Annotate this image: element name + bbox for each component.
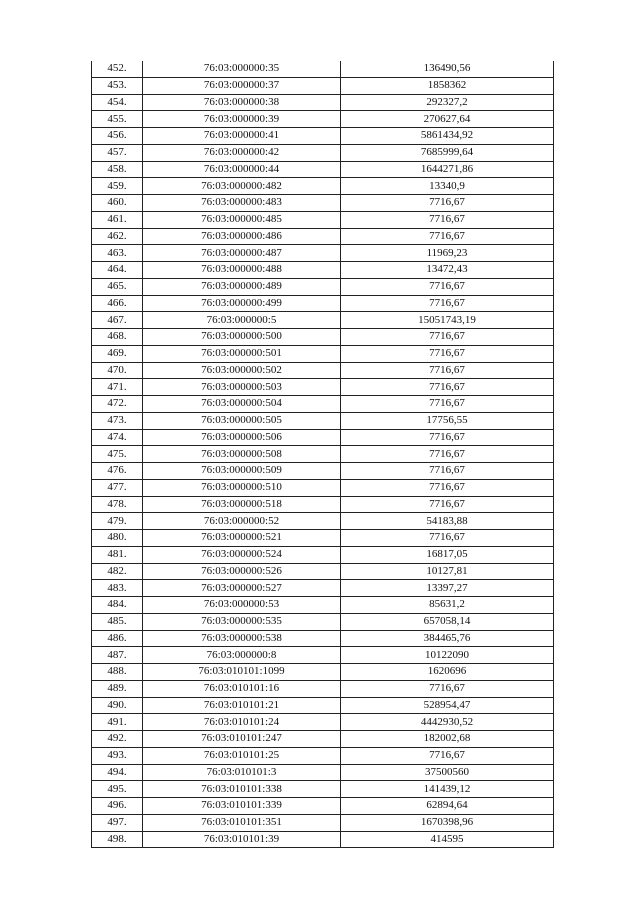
cadastral-value-cell: 4442930,52	[341, 714, 554, 731]
cadastral-value-cell: 7716,67	[341, 429, 554, 446]
cadastral-number-cell: 76:03:010101:338	[143, 781, 341, 798]
cadastral-value-cell: 62894,64	[341, 798, 554, 815]
cadastral-number-cell: 76:03:010101:16	[143, 680, 341, 697]
table-row	[92, 245, 554, 262]
cadastral-value-cell: 270627,64	[341, 111, 554, 128]
cadastral-value-cell: 10122090	[341, 647, 554, 664]
cadastral-number-cell: 76:03:000000:39	[143, 111, 341, 128]
cadastral-value-cell: 292327,2	[341, 94, 554, 111]
cadastral-number-cell: 76:03:000000:53	[143, 597, 341, 614]
cadastral-number-cell: 76:03:000000:42	[143, 144, 341, 161]
cadastral-value-cell: 7716,67	[341, 345, 554, 362]
row-number-cell: 474.	[92, 429, 143, 446]
cadastral-value-cell: 13397,27	[341, 580, 554, 597]
row-number-cell: 483.	[92, 580, 143, 597]
table-row	[92, 597, 554, 614]
cadastral-number-cell: 76:03:000000:35	[143, 61, 341, 77]
table-row	[92, 278, 554, 295]
cadastral-number-cell: 76:03:000000:487	[143, 245, 341, 262]
cadastral-number-cell: 76:03:000000:38	[143, 94, 341, 111]
cadastral-value-cell: 7716,67	[341, 195, 554, 212]
cadastral-value-cell: 17756,55	[341, 412, 554, 429]
cadastral-number-cell: 76:03:000000:482	[143, 178, 341, 195]
cadastral-value-cell: 5861434,92	[341, 128, 554, 145]
cadastral-value-cell: 1670398,96	[341, 814, 554, 831]
row-number-cell: 495.	[92, 781, 143, 798]
table-row	[92, 781, 554, 798]
table-row	[92, 463, 554, 480]
cadastral-value-cell: 7716,67	[341, 680, 554, 697]
table-row	[92, 128, 554, 145]
row-number-cell: 485.	[92, 613, 143, 630]
cadastral-value-cell: 528954,47	[341, 697, 554, 714]
table-body	[92, 61, 554, 848]
row-number-cell: 452.	[92, 61, 143, 77]
row-number-cell: 465.	[92, 278, 143, 295]
table-row	[92, 764, 554, 781]
row-number-cell: 466.	[92, 295, 143, 312]
table-row	[92, 446, 554, 463]
table-row	[92, 798, 554, 815]
row-number-cell: 498.	[92, 831, 143, 848]
row-number-cell: 479.	[92, 513, 143, 530]
cadastral-number-cell: 76:03:000000:486	[143, 228, 341, 245]
table-row	[92, 379, 554, 396]
row-number-cell: 470.	[92, 362, 143, 379]
cadastral-number-cell: 76:03:000000:501	[143, 345, 341, 362]
table-row	[92, 731, 554, 748]
cadastral-value-cell: 1620696	[341, 664, 554, 681]
table-row	[92, 647, 554, 664]
cadastral-number-cell: 76:03:000000:485	[143, 211, 341, 228]
row-number-cell: 454.	[92, 94, 143, 111]
row-number-cell: 453.	[92, 77, 143, 94]
row-number-cell: 455.	[92, 111, 143, 128]
table-row	[92, 396, 554, 413]
table-row	[92, 195, 554, 212]
cadastral-value-cell: 7716,67	[341, 329, 554, 346]
table-row	[92, 831, 554, 848]
row-number-cell: 459.	[92, 178, 143, 195]
cadastral-number-cell: 76:03:000000:505	[143, 412, 341, 429]
row-number-cell: 456.	[92, 128, 143, 145]
table-row	[92, 262, 554, 279]
cadastral-number-cell: 76:03:010101:24	[143, 714, 341, 731]
row-number-cell: 467.	[92, 312, 143, 329]
table-row	[92, 496, 554, 513]
cadastral-number-cell: 76:03:010101:25	[143, 747, 341, 764]
cadastral-number-cell: 76:03:010101:39	[143, 831, 341, 848]
cadastral-value-table	[91, 61, 554, 848]
table-row	[92, 580, 554, 597]
row-number-cell: 475.	[92, 446, 143, 463]
cadastral-value-cell: 7685999,64	[341, 144, 554, 161]
row-number-cell: 494.	[92, 764, 143, 781]
table-row	[92, 513, 554, 530]
row-number-cell: 468.	[92, 329, 143, 346]
row-number-cell: 478.	[92, 496, 143, 513]
cadastral-value-cell: 13472,43	[341, 262, 554, 279]
cadastral-value-cell: 54183,88	[341, 513, 554, 530]
row-number-cell: 480.	[92, 530, 143, 547]
cadastral-value-cell: 37500560	[341, 764, 554, 781]
table-row	[92, 613, 554, 630]
cadastral-number-cell: 76:03:000000:500	[143, 329, 341, 346]
cadastral-value-cell: 7716,67	[341, 496, 554, 513]
cadastral-value-cell: 7716,67	[341, 379, 554, 396]
cadastral-number-cell: 76:03:010101:21	[143, 697, 341, 714]
table-row	[92, 144, 554, 161]
row-number-cell: 497.	[92, 814, 143, 831]
cadastral-value-cell: 7716,67	[341, 295, 554, 312]
row-number-cell: 469.	[92, 345, 143, 362]
row-number-cell: 488.	[92, 664, 143, 681]
row-number-cell: 493.	[92, 747, 143, 764]
table-row	[92, 814, 554, 831]
row-number-cell: 460.	[92, 195, 143, 212]
row-number-cell: 484.	[92, 597, 143, 614]
row-number-cell: 463.	[92, 245, 143, 262]
cadastral-number-cell: 76:03:000000:502	[143, 362, 341, 379]
table-row	[92, 412, 554, 429]
row-number-cell: 476.	[92, 463, 143, 480]
cadastral-value-cell: 384465,76	[341, 630, 554, 647]
cadastral-value-cell: 414595	[341, 831, 554, 848]
cadastral-value-cell: 15051743,19	[341, 312, 554, 329]
cadastral-number-cell: 76:03:010101:339	[143, 798, 341, 815]
cadastral-number-cell: 76:03:000000:504	[143, 396, 341, 413]
table-row	[92, 61, 554, 77]
cadastral-number-cell: 76:03:000000:521	[143, 530, 341, 547]
cadastral-value-cell: 7716,67	[341, 530, 554, 547]
cadastral-number-cell: 76:03:000000:52	[143, 513, 341, 530]
row-number-cell: 491.	[92, 714, 143, 731]
cadastral-number-cell: 76:03:010101:247	[143, 731, 341, 748]
table-row	[92, 429, 554, 446]
cadastral-value-cell: 10127,81	[341, 563, 554, 580]
row-number-cell: 490.	[92, 697, 143, 714]
cadastral-value-cell: 141439,12	[341, 781, 554, 798]
cadastral-value-cell: 7716,67	[341, 747, 554, 764]
table-row	[92, 329, 554, 346]
cadastral-value-cell: 85631,2	[341, 597, 554, 614]
table-row	[92, 178, 554, 195]
table-row	[92, 630, 554, 647]
cadastral-number-cell: 76:03:000000:499	[143, 295, 341, 312]
cadastral-value-cell: 7716,67	[341, 479, 554, 496]
cadastral-value-cell: 7716,67	[341, 278, 554, 295]
cadastral-value-cell: 7716,67	[341, 446, 554, 463]
table-row	[92, 664, 554, 681]
cadastral-number-cell: 76:03:000000:44	[143, 161, 341, 178]
row-number-cell: 482.	[92, 563, 143, 580]
cadastral-value-cell: 11969,23	[341, 245, 554, 262]
cadastral-number-cell: 76:03:000000:538	[143, 630, 341, 647]
cadastral-number-cell: 76:03:000000:5	[143, 312, 341, 329]
row-number-cell: 489.	[92, 680, 143, 697]
cadastral-value-cell: 7716,67	[341, 396, 554, 413]
row-number-cell: 471.	[92, 379, 143, 396]
table-row	[92, 563, 554, 580]
table-row	[92, 546, 554, 563]
table-row	[92, 77, 554, 94]
cadastral-number-cell: 76:03:010101:1099	[143, 664, 341, 681]
cadastral-value-cell: 13340,9	[341, 178, 554, 195]
row-number-cell: 492.	[92, 731, 143, 748]
table-row	[92, 530, 554, 547]
cadastral-number-cell: 76:03:000000:527	[143, 580, 341, 597]
cadastral-number-cell: 76:03:000000:41	[143, 128, 341, 145]
cadastral-value-cell: 7716,67	[341, 211, 554, 228]
cadastral-value-cell: 182002,68	[341, 731, 554, 748]
cadastral-number-cell: 76:03:000000:37	[143, 77, 341, 94]
cadastral-number-cell: 76:03:010101:3	[143, 764, 341, 781]
cadastral-value-cell: 1644271,86	[341, 161, 554, 178]
cadastral-value-cell: 657058,14	[341, 613, 554, 630]
cadastral-number-cell: 76:03:000000:524	[143, 546, 341, 563]
table-row	[92, 680, 554, 697]
table-row	[92, 111, 554, 128]
cadastral-number-cell: 76:03:000000:483	[143, 195, 341, 212]
row-number-cell: 477.	[92, 479, 143, 496]
cadastral-number-cell: 76:03:000000:489	[143, 278, 341, 295]
table-row	[92, 228, 554, 245]
row-number-cell: 472.	[92, 396, 143, 413]
cadastral-value-cell: 7716,67	[341, 362, 554, 379]
cadastral-value-cell: 136490,56	[341, 61, 554, 77]
table-row	[92, 161, 554, 178]
cadastral-number-cell: 76:03:010101:351	[143, 814, 341, 831]
cadastral-number-cell: 76:03:000000:509	[143, 463, 341, 480]
table-row	[92, 479, 554, 496]
row-number-cell: 458.	[92, 161, 143, 178]
row-number-cell: 487.	[92, 647, 143, 664]
table-row	[92, 295, 554, 312]
row-number-cell: 464.	[92, 262, 143, 279]
cadastral-number-cell: 76:03:000000:508	[143, 446, 341, 463]
table-row	[92, 714, 554, 731]
table-row	[92, 697, 554, 714]
cadastral-number-cell: 76:03:000000:510	[143, 479, 341, 496]
row-number-cell: 457.	[92, 144, 143, 161]
row-number-cell: 462.	[92, 228, 143, 245]
cadastral-value-cell: 7716,67	[341, 228, 554, 245]
cadastral-value-cell: 1858362	[341, 77, 554, 94]
cadastral-value-cell: 16817,05	[341, 546, 554, 563]
row-number-cell: 496.	[92, 798, 143, 815]
cadastral-number-cell: 76:03:000000:503	[143, 379, 341, 396]
table-row	[92, 211, 554, 228]
cadastral-number-cell: 76:03:000000:488	[143, 262, 341, 279]
cadastral-number-cell: 76:03:000000:535	[143, 613, 341, 630]
row-number-cell: 486.	[92, 630, 143, 647]
row-number-cell: 473.	[92, 412, 143, 429]
cadastral-number-cell: 76:03:000000:8	[143, 647, 341, 664]
table-row	[92, 312, 554, 329]
row-number-cell: 461.	[92, 211, 143, 228]
table-row	[92, 747, 554, 764]
table-row	[92, 345, 554, 362]
row-number-cell: 481.	[92, 546, 143, 563]
cadastral-value-cell: 7716,67	[341, 463, 554, 480]
cadastral-number-cell: 76:03:000000:526	[143, 563, 341, 580]
table-row	[92, 94, 554, 111]
cadastral-number-cell: 76:03:000000:518	[143, 496, 341, 513]
table-row	[92, 362, 554, 379]
cadastral-number-cell: 76:03:000000:506	[143, 429, 341, 446]
